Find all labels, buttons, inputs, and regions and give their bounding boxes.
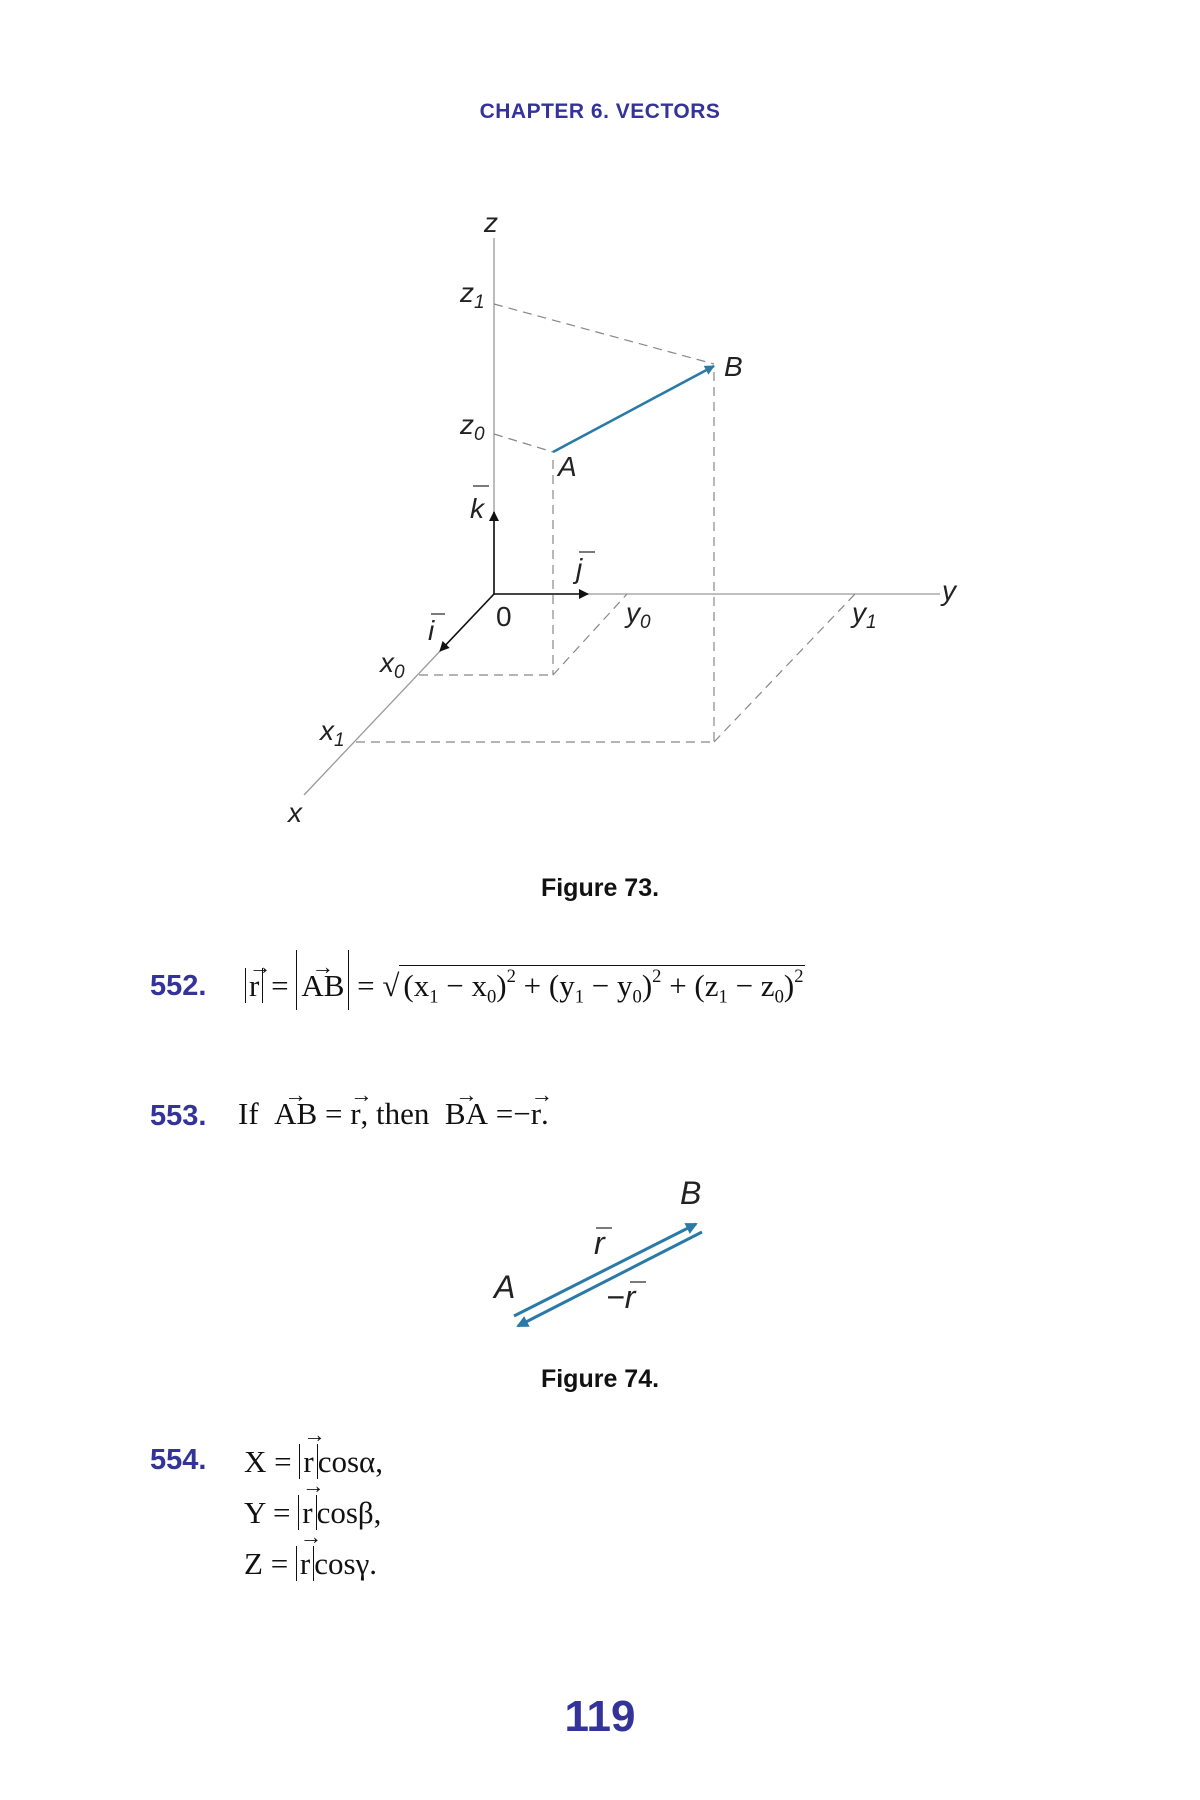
figure-73: [0, 0, 1200, 860]
fig74-label-B: B: [680, 1175, 702, 1211]
label-A: A: [558, 451, 577, 482]
formula-row: Z = → r cosγ.: [244, 1538, 383, 1589]
label-z1: $z_1$: [460, 277, 485, 313]
problem-554-number: 554.: [150, 1444, 207, 1476]
unit-vectors: [440, 512, 588, 651]
figure-73-caption: Figure 73.: [540, 874, 660, 902]
label-i: i: [428, 615, 435, 646]
page-number: 119: [564, 1692, 636, 1741]
label-z: z: [484, 207, 498, 238]
formula-row: Y = → r cosβ,: [244, 1487, 383, 1538]
label-origin: 0: [496, 601, 512, 632]
figure-74: [0, 1170, 1200, 1390]
vector-r: [514, 1224, 696, 1316]
unit-i: [440, 594, 494, 651]
label-y: y: [942, 575, 956, 606]
problem-553-number: 553.: [150, 1100, 207, 1132]
fig74-label-A: A: [494, 1269, 516, 1305]
chapter-header: CHAPTER 6. VECTORS: [479, 100, 721, 123]
figure-74-caption: Figure 74.: [540, 1365, 660, 1393]
vector-AB: [553, 366, 714, 452]
problem-554-formulas: [244, 1436, 383, 1589]
problem-552-formula: → r = → AB = √ $(x_1 - x_0)^2 + (y_1 - y_0)^2 + (z_1 - z_0)^2$: [245, 950, 805, 1010]
label-x: x: [288, 797, 302, 828]
label-z0: $z_0$: [460, 409, 485, 445]
label-y0: $y_0$: [626, 597, 651, 633]
label-x0: $x_0$: [380, 647, 405, 683]
fig74-label-r: r: [594, 1225, 605, 1261]
label-B: B: [724, 351, 743, 382]
problem-552-number: 552.: [150, 970, 207, 1002]
formula-row: X = → r cosα,: [244, 1436, 383, 1487]
problem-553-formula: If → AB = → r, then → BA =−→ r.: [238, 1096, 549, 1132]
label-y1: $y_1$: [852, 597, 877, 633]
fig74-label-neg-r: −r: [606, 1279, 636, 1315]
projection-lines: [356, 304, 855, 742]
label-k: k: [470, 493, 484, 524]
axes: [304, 238, 940, 795]
label-j: j: [576, 553, 583, 584]
label-x1: $x_1$: [320, 715, 345, 751]
